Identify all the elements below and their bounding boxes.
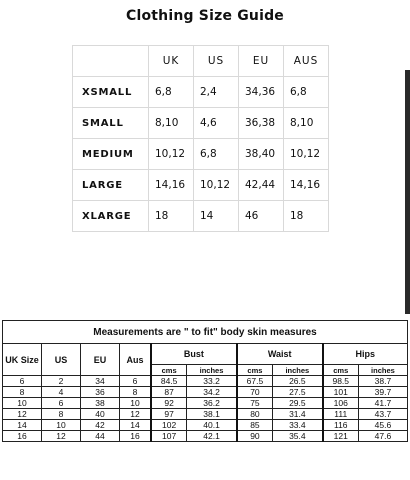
measurement-cell: 31.4 [273,409,323,420]
measurement-cell: 101 [323,387,359,398]
measurement-cell: 97 [151,409,187,420]
measurement-cell: 14 [120,420,152,431]
measurement-cell: 87 [151,387,187,398]
measurement-row [3,409,408,420]
guide-row-label: SMALL [73,108,149,139]
measurement-cell: 16 [120,431,152,442]
measurement-row [3,376,408,387]
guide-cell: 10,12 [284,139,329,170]
measurement-cell: 8 [42,409,81,420]
measurement-cell: 85 [237,420,273,431]
guide-cell: 18 [149,201,194,232]
guide-cell: 42,44 [239,170,284,201]
guide-col-header: EU [239,46,284,77]
measurement-cell: 92 [151,398,187,409]
measurement-cell: 90 [237,431,273,442]
measurement-cell: 4 [42,387,81,398]
guide-cell: 8,10 [149,108,194,139]
measurement-cell: 6 [3,376,42,387]
col-header-us: US [42,344,81,376]
guide-row-label: LARGE [73,170,149,201]
measurement-cell: 35.4 [273,431,323,442]
size-guide-title: Clothing Size Guide [126,8,284,24]
measurement-cell: 116 [323,420,359,431]
measurement-cell: 10 [120,398,152,409]
guide-cell: 14,16 [149,170,194,201]
col-header-hips: Hips [323,344,408,365]
guide-col-header: UK [149,46,194,77]
guide-col-header: AUS [284,46,329,77]
guide-row [73,201,329,232]
measurement-cell: 2 [42,376,81,387]
measurement-cell: 6 [120,376,152,387]
guide-cell: 10,12 [194,170,239,201]
measurements-table [2,320,408,442]
unit-header: cms [151,365,187,376]
measurement-cell: 33.4 [273,420,323,431]
guide-header-row [73,46,329,77]
measurement-cell: 102 [151,420,187,431]
guide-row-label: MEDIUM [73,139,149,170]
guide-cell: 10,12 [149,139,194,170]
measurement-cell: 40 [81,409,120,420]
guide-cell: 6,8 [194,139,239,170]
unit-header: inches [358,365,407,376]
measurement-cell: 8 [120,387,152,398]
guide-cell: 2,4 [194,77,239,108]
measurement-cell: 6 [42,398,81,409]
measurement-cell: 75 [237,398,273,409]
measurement-cell: 27.5 [273,387,323,398]
measurement-cell: 34.2 [187,387,237,398]
guide-cell: 6,8 [149,77,194,108]
measurement-row [3,420,408,431]
guide-cell: 14,16 [284,170,329,201]
unit-header: cms [323,365,359,376]
guide-cell: 8,10 [284,108,329,139]
measurement-cell: 10 [3,398,42,409]
measurements-body [3,376,408,442]
guide-cell: 4,6 [194,108,239,139]
clothing-size-guide-table [72,45,329,232]
guide-cell: 46 [239,201,284,232]
col-header-bust: Bust [151,344,237,365]
measurement-cell: 39.7 [358,387,407,398]
guide-row-label: XSMALL [73,77,149,108]
measurement-cell: 121 [323,431,359,442]
measurements-caption: Measurements are " to fit" body skin measures [3,321,408,344]
measurement-cell: 43.7 [358,409,407,420]
measurement-cell: 36.2 [187,398,237,409]
measurement-cell: 106 [323,398,359,409]
measurement-cell: 36 [81,387,120,398]
measurement-cell: 45.6 [358,420,407,431]
guide-cell: 6,8 [284,77,329,108]
measurement-cell: 14 [3,420,42,431]
measurement-row [3,431,408,442]
guide-cell: 18 [284,201,329,232]
measurement-cell: 16 [3,431,42,442]
unit-header: inches [273,365,323,376]
unit-header: cms [237,365,273,376]
measurement-cell: 67.5 [237,376,273,387]
measurement-cell: 40.1 [187,420,237,431]
measurement-cell: 12 [120,409,152,420]
col-header-aus: Aus [120,344,152,376]
measurement-cell: 80 [237,409,273,420]
measurement-cell: 107 [151,431,187,442]
measurement-cell: 38.7 [358,376,407,387]
measurement-cell: 33.2 [187,376,237,387]
guide-row [73,108,329,139]
guide-cell: 14 [194,201,239,232]
measurement-cell: 12 [3,409,42,420]
measurement-cell: 29.5 [273,398,323,409]
measurement-cell: 41.7 [358,398,407,409]
measurement-cell: 98.5 [323,376,359,387]
measurement-cell: 8 [3,387,42,398]
measurement-cell: 38 [81,398,120,409]
measurement-cell: 44 [81,431,120,442]
measurement-cell: 12 [42,431,81,442]
measurement-row [3,387,408,398]
guide-cell: 38,40 [239,139,284,170]
measurement-cell: 42.1 [187,431,237,442]
guide-col-header: US [194,46,239,77]
measurement-row [3,398,408,409]
guide-row [73,77,329,108]
guide-cell: 36,38 [239,108,284,139]
measurement-cell: 26.5 [273,376,323,387]
page-edge-divider [405,70,410,314]
measurement-cell: 111 [323,409,359,420]
col-header-waist: Waist [237,344,323,365]
measurement-cell: 10 [42,420,81,431]
measurement-cell: 47.6 [358,431,407,442]
unit-header: inches [187,365,237,376]
guide-corner-cell [73,46,149,77]
col-header-eu: EU [81,344,120,376]
guide-row [73,139,329,170]
col-header-uk-size: UK Size [3,344,42,376]
guide-row-label: XLARGE [73,201,149,232]
measurement-cell: 84.5 [151,376,187,387]
measurement-cell: 38.1 [187,409,237,420]
measurement-cell: 42 [81,420,120,431]
guide-row [73,170,329,201]
measurement-cell: 70 [237,387,273,398]
measurement-cell: 34 [81,376,120,387]
guide-cell: 34,36 [239,77,284,108]
